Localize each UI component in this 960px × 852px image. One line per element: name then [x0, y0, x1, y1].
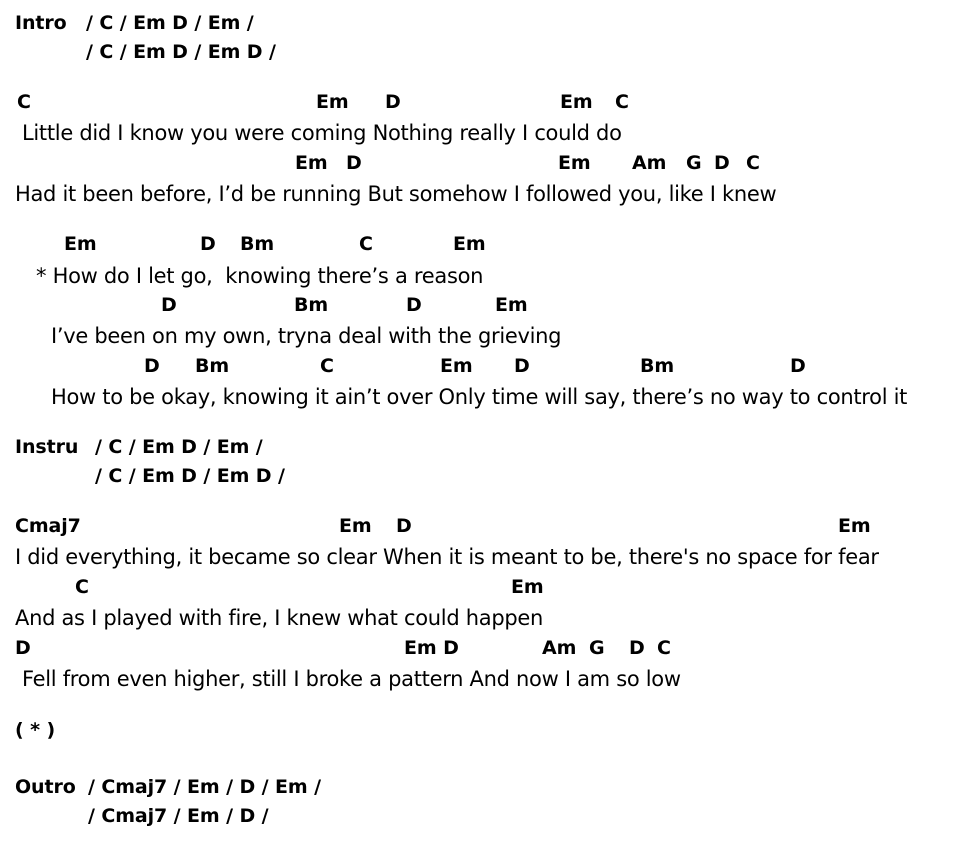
chord: D [714, 152, 730, 174]
chord: D [144, 355, 160, 377]
chord: D [514, 355, 530, 377]
chord: Em [495, 294, 528, 316]
lyric-line: How to be okay, knowing it ain’t over Only time will say, there’s no way to control it [51, 385, 908, 409]
chord: Em [64, 233, 97, 255]
chord: C [17, 91, 31, 113]
lyric-line: Fell from even higher, still I broke a pattern And now I am so low [22, 667, 681, 691]
lyric-line: Had it been before, I’d be running But somehow I followed you, like I knew [15, 182, 777, 206]
chord: Em [511, 576, 544, 598]
chord: D [161, 294, 177, 316]
instru-progression-1: / C / Em D / Em / [95, 436, 263, 458]
chord: G [686, 152, 702, 174]
chord: Bm [640, 355, 675, 377]
intro-progression-2: / C / Em D / Em D / [86, 41, 276, 63]
chord: Em [560, 91, 593, 113]
chord: D [200, 233, 216, 255]
chord: C [657, 637, 671, 659]
intro-label: Intro [15, 12, 67, 34]
chord: Em [558, 152, 591, 174]
lyric-line: Little did I know you were coming Nothing really I could do [22, 121, 622, 145]
chord: C [615, 91, 629, 113]
chord: C [359, 233, 373, 255]
chord: Am [542, 637, 577, 659]
chord: Am [632, 152, 667, 174]
chord: C [746, 152, 760, 174]
chord: D [346, 152, 362, 174]
outro-label: Outro [15, 776, 76, 798]
intro-progression-1: / C / Em D / Em / [86, 12, 254, 34]
lyric-line: And as I played with fire, I knew what could happen [15, 606, 544, 630]
chord: Bm [195, 355, 230, 377]
chord: Cmaj7 [15, 515, 81, 537]
repeat-chorus-marker: ( * ) [15, 719, 56, 741]
instru-label: Instru [15, 436, 79, 458]
chord: Em [339, 515, 372, 537]
chord: Em [295, 152, 328, 174]
chord: C [75, 576, 89, 598]
chord: D [15, 637, 31, 659]
chord: Em D [404, 637, 459, 659]
lyric-line: I’ve been on my own, tryna deal with the grieving [51, 324, 562, 348]
chord: Bm [240, 233, 275, 255]
chord: D [629, 637, 645, 659]
lyric-line: * How do I let go, knowing there’s a reason [36, 264, 484, 288]
chord: D [406, 294, 422, 316]
instru-progression-2: / C / Em D / Em D / [95, 465, 285, 487]
chord: D [790, 355, 806, 377]
chord: G [589, 637, 605, 659]
chord: Em [440, 355, 473, 377]
chord: C [320, 355, 334, 377]
chord: Bm [294, 294, 329, 316]
chord: Em [453, 233, 486, 255]
outro-progression-1: / Cmaj7 / Em / D / Em / [88, 776, 321, 798]
chord: Em [316, 91, 349, 113]
chord: D [396, 515, 412, 537]
chord: D [385, 91, 401, 113]
lyric-line: I did everything, it became so clear When it is meant to be, there's no space for fear [15, 545, 879, 569]
outro-progression-2: / Cmaj7 / Em / D / [88, 805, 269, 827]
chord: Em [838, 515, 871, 537]
